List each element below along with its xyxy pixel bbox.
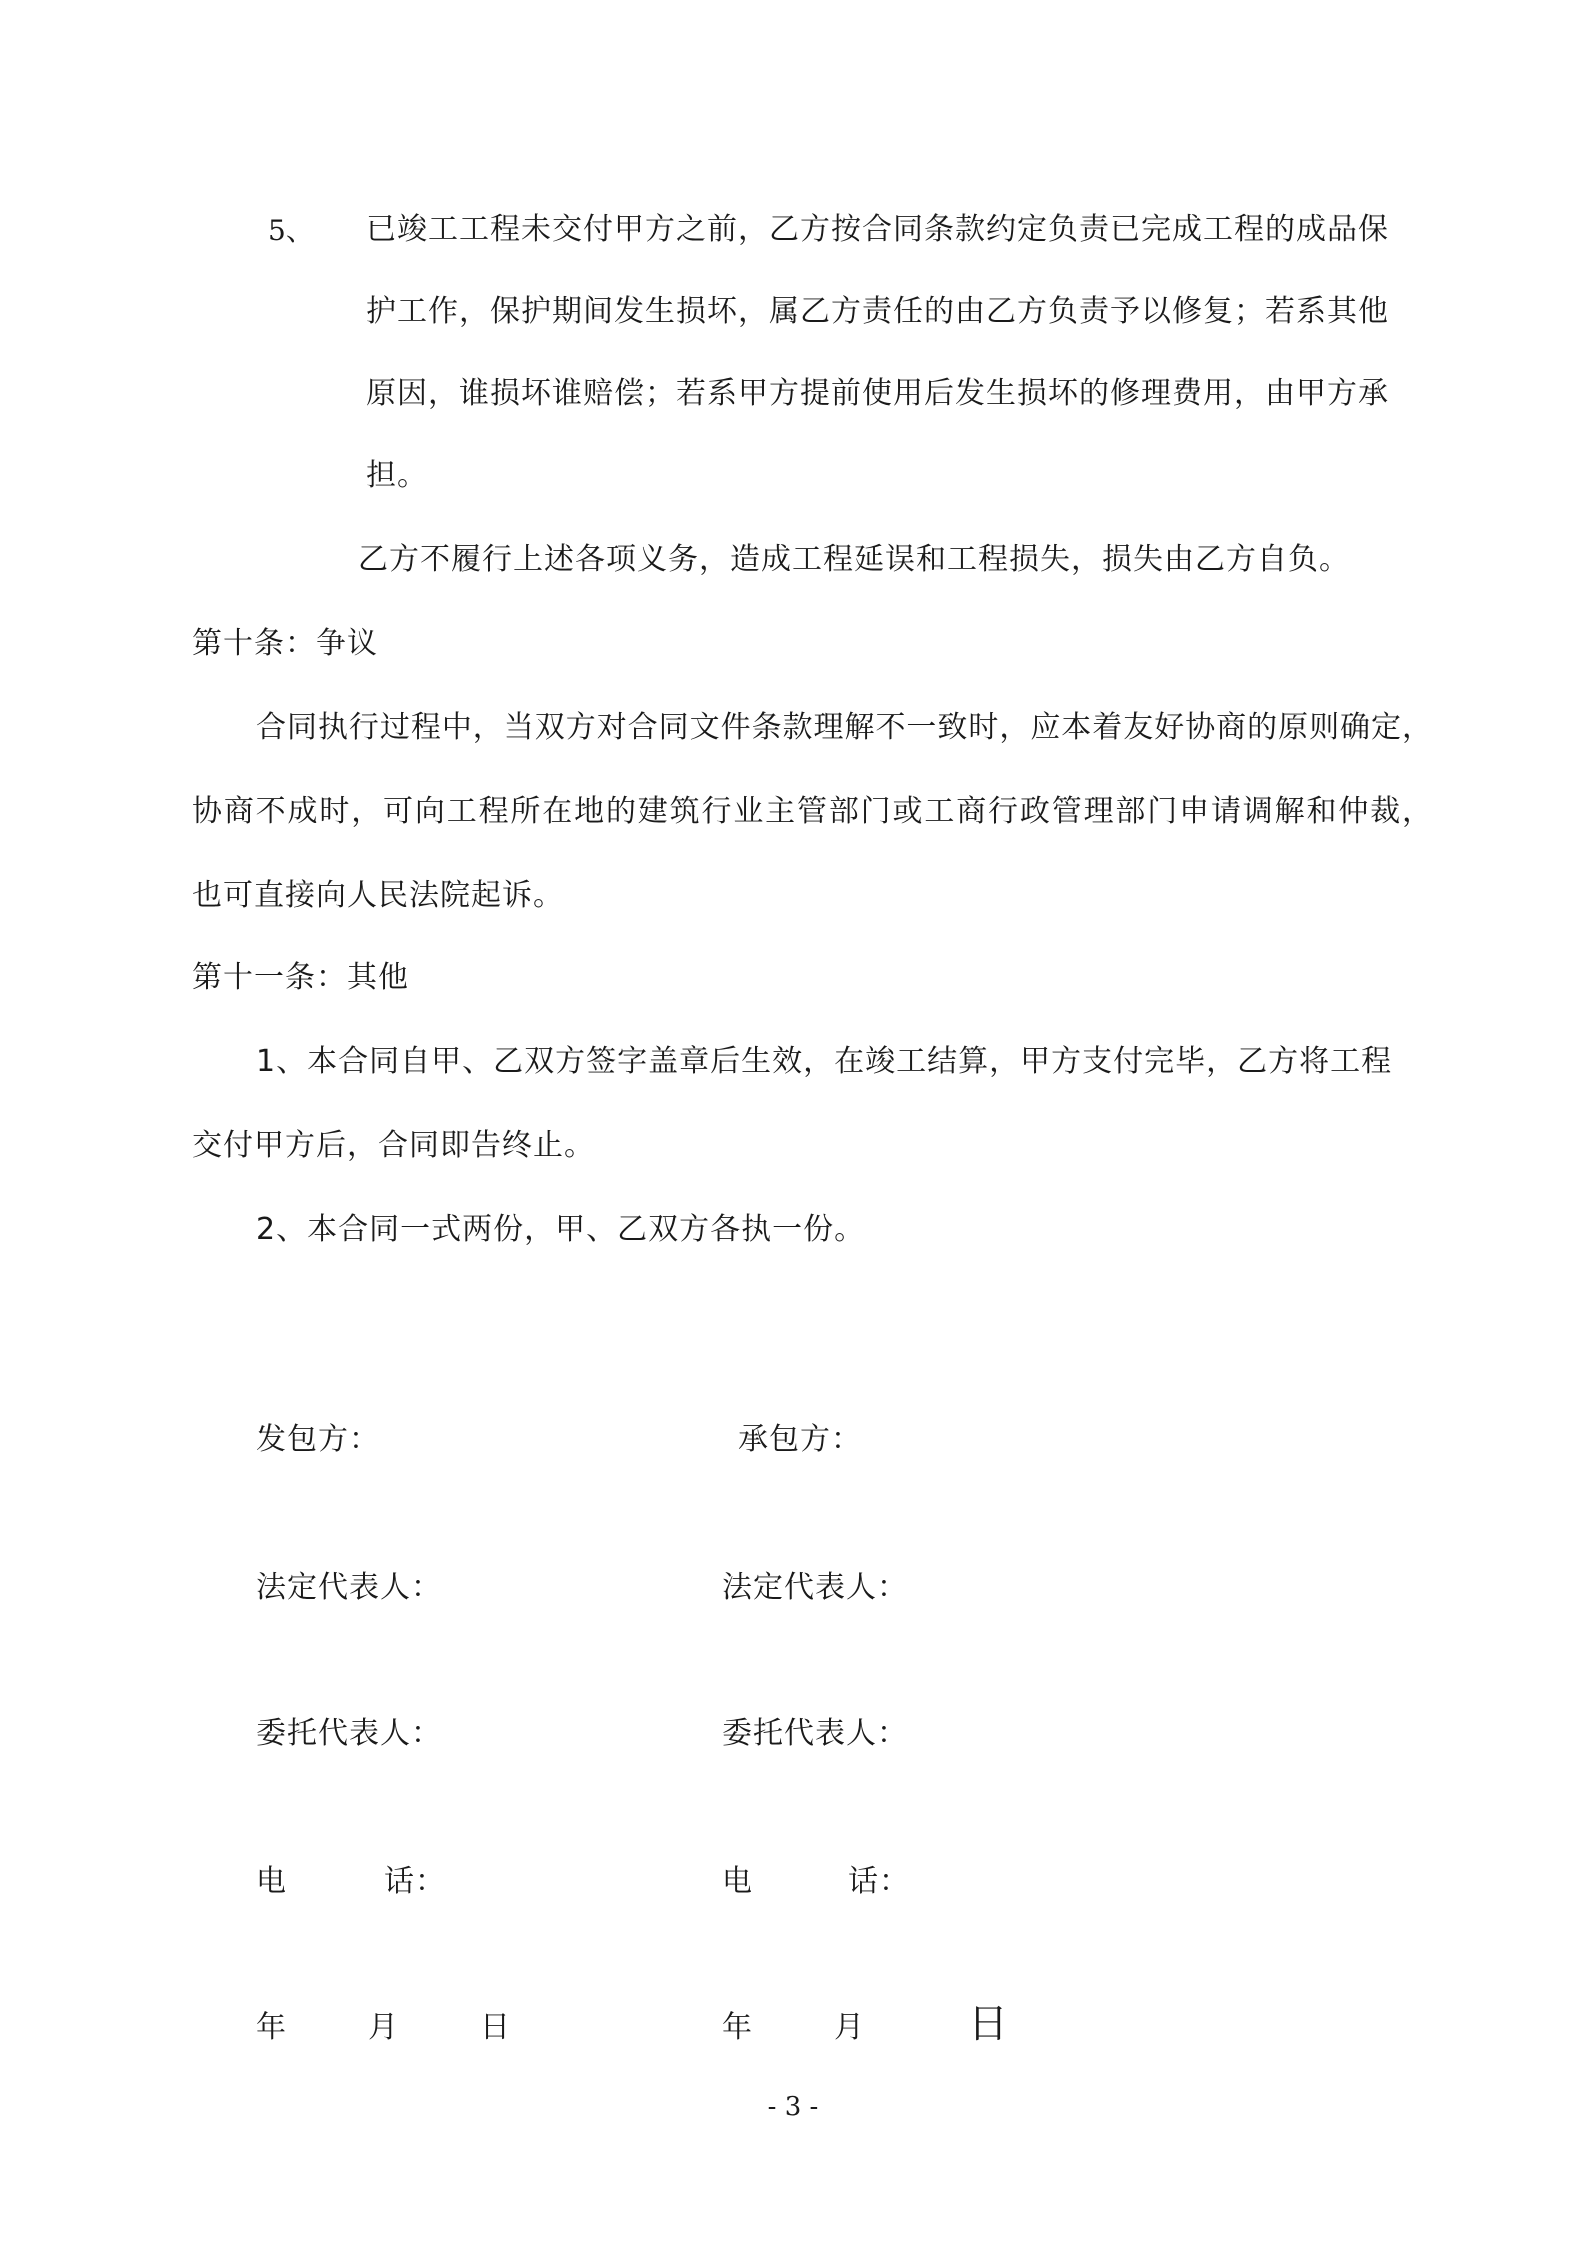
client-phone-char-1: 电 (256, 1864, 287, 1899)
article-10-line-1: 合同执行过程中，当双方对合同文件条款理解不一致时，应本着友好协商的原则确定， (256, 710, 1432, 745)
article-11-clause-2: 2、本合同一式两份，甲、乙双方各执一份。 (256, 1212, 866, 1247)
client-legal-rep-label: 法定代表人： (256, 1570, 442, 1605)
item-5-line-1: 已竣工工程未交付甲方之前，乙方按合同条款约定负责已完成工程的成品保 (366, 212, 1389, 247)
article-10-line-3: 也可直接向人民法院起诉。 (192, 878, 564, 913)
item-5-line-4: 担。 (366, 458, 428, 493)
client-date-year: 年 (256, 2010, 287, 2045)
article-11-clause-1-line-1: 1、本合同自甲、乙双方签字盖章后生效，在竣工结算，甲方支付完毕，乙方将工程 (256, 1044, 1393, 1079)
article-11-clause-1-line-2: 交付甲方后，合同即告终止。 (192, 1128, 595, 1163)
page-number: - 3 - (767, 2092, 819, 2122)
item-5-number: 5、 (268, 214, 314, 247)
article-10-heading: 第十条：争议 (192, 626, 378, 661)
contractor-party-label: 承包方： (738, 1422, 862, 1457)
obligation-note: 乙方不履行上述各项义务，造成工程延误和工程损失，损失由乙方自负。 (358, 542, 1350, 577)
contractor-phone-char-1: 电 (722, 1864, 753, 1899)
client-party-label: 发包方： (256, 1422, 380, 1457)
client-phone-char-2: 话： (384, 1864, 446, 1899)
client-date-day: 日 (480, 2010, 511, 2045)
contractor-agent-label: 委托代表人： (722, 1716, 908, 1751)
article-11-heading: 第十一条：其他 (192, 960, 409, 995)
contractor-date-month: 月 (834, 2010, 865, 2045)
article-10-line-2: 协商不成时，可向工程所在地的建筑行业主管部门或工商行政管理部门申请调解和仲裁， (192, 794, 1432, 829)
contractor-phone-char-2: 话： (848, 1864, 910, 1899)
contractor-legal-rep-label: 法定代表人： (722, 1570, 908, 1605)
client-date-month: 月 (368, 2010, 399, 2045)
item-5-line-2: 护工作，保护期间发生损坏，属乙方责任的由乙方负责予以修复；若系其他 (366, 294, 1389, 329)
contractor-date-day: 日 (968, 2001, 1009, 2047)
item-5-line-3: 原因，谁损坏谁赔偿；若系甲方提前使用后发生损坏的修理费用，由甲方承 (366, 376, 1389, 411)
contractor-date-year: 年 (722, 2010, 753, 2045)
client-agent-label: 委托代表人： (256, 1716, 442, 1751)
